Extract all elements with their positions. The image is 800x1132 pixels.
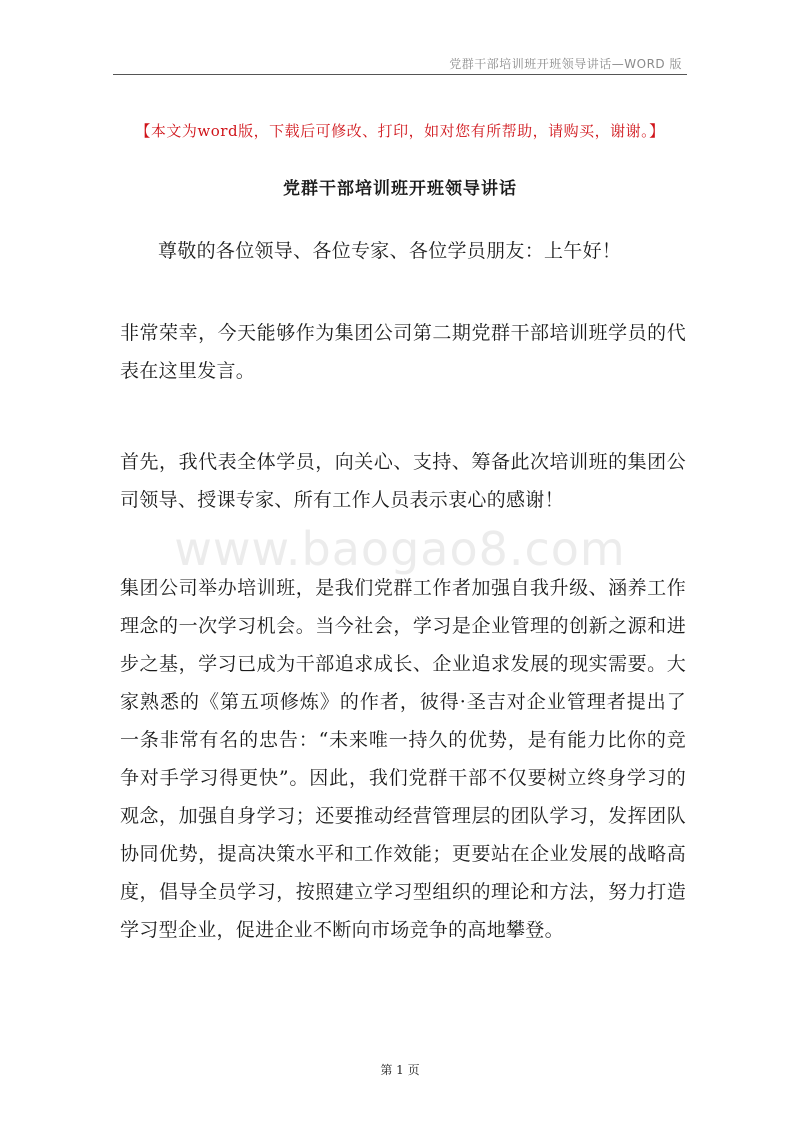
download-notice: 【本文为word版，下载后可修改、打印，如对您有所帮助，请购买，谢谢。】 <box>135 122 665 140</box>
body-paragraph-2: 首先，我代表全体学员，向关心、支持、筹备此次培训班的集团公司领导、授课专家、所有工作人员表示衷心的感谢！ <box>120 451 686 511</box>
page-title: 党群干部培训班开班领导讲话 <box>283 179 517 199</box>
body-paragraph-3: 集团公司举办培训班，是我们党群工作者加强自我升级、涵养工作理念的一次学习机会。当今社会，学习是企业管理的创新之源和进步之基，学习已成为干部追求成长、企业追求发展的现实需要。大家熟悉的《第五项修炼》的作者，彼得·圣吉对企业管理者提出了一条非常有名的忠告：“未来唯一持久的优势，是有能力比你的竞争对手学习得更快”。因此，我们党群干部不仅要树立终身学习的观念，加强自身学习；还要推动经营管理层的团队学习，发挥团队协同优势，提高决策水平和工作效能；更要站在企业发展的战略高度，倡导全员学习，按照建立学习型组织的理论和方法，努力打造学习型企业，促进企业不断向市场竞争的高地攀登。 <box>120 577 686 941</box>
watermark: www.baogao8.com <box>174 522 626 576</box>
running-header: 党群干部培训班开班领导讲话—WORD 版 <box>449 57 682 71</box>
header-divider <box>113 74 687 75</box>
body-paragraph-1: 非常荣幸，今天能够作为集团公司第二期党群干部培训班学员的代表在这里发言。 <box>120 322 686 382</box>
page-number: 第 1 页 <box>380 1063 420 1077</box>
greeting-paragraph: 尊敬的各位领导、各位专家、各位学员朋友：上午好！ <box>158 240 622 262</box>
